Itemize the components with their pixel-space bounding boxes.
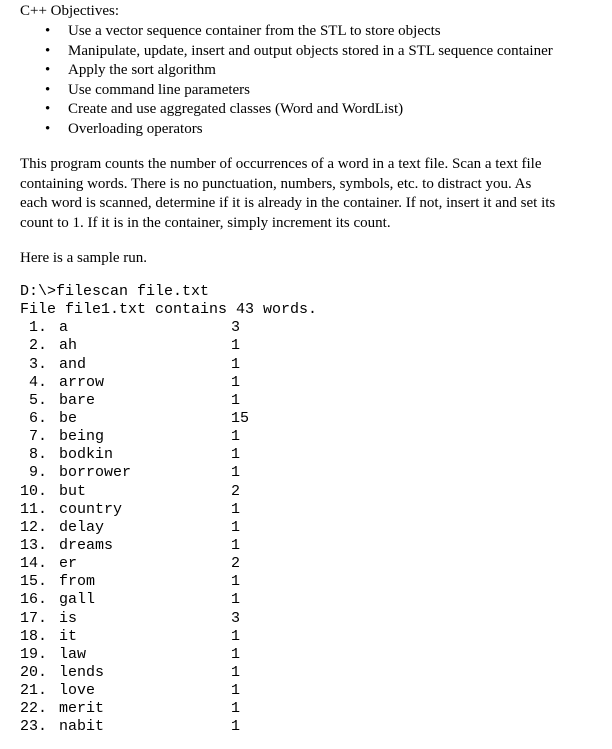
row-count: 1	[231, 700, 241, 718]
objective-text: Use a vector sequence container from the STL to store objects	[68, 23, 441, 39]
objective-item	[45, 120, 553, 140]
row-count: 1	[231, 627, 241, 645]
sample-run-intro: Here is a sample run.	[20, 250, 148, 266]
row-count: 1	[231, 337, 241, 355]
terminal-summary: File file1.txt contains 43 words.	[20, 301, 318, 319]
row-number: 21.	[20, 682, 48, 700]
row-number: 1.	[28, 319, 47, 337]
row-count: 1	[231, 591, 241, 609]
objective-item	[45, 22, 553, 42]
objective-text: Overloading operators	[68, 120, 203, 137]
word-count-row	[20, 356, 317, 374]
row-number: 4.	[28, 373, 47, 391]
row-count: 2	[231, 482, 241, 500]
row-number: 17.	[20, 609, 48, 627]
objective-item	[45, 61, 553, 81]
row-count: 1	[231, 536, 241, 554]
objective-item	[45, 81, 553, 101]
word-count-row	[20, 682, 317, 700]
objectives-heading: C++ Objectives:	[20, 3, 119, 19]
bullet-icon: •	[45, 42, 51, 59]
row-count: 1	[231, 355, 241, 373]
row-count: 15	[231, 409, 250, 427]
word-count-row	[20, 374, 317, 392]
word-count-row	[20, 446, 317, 464]
terminal-output	[20, 283, 317, 737]
objectives-list	[45, 22, 553, 140]
row-number: 16.	[20, 591, 48, 609]
row-word: gall	[59, 591, 96, 609]
row-word: arrow	[59, 373, 105, 391]
word-count-row	[20, 464, 317, 482]
word-count-row	[20, 392, 317, 410]
row-count: 1	[231, 446, 241, 464]
row-number: 10.	[20, 482, 48, 500]
row-word: merit	[59, 700, 105, 718]
bullet-icon: •	[45, 23, 51, 39]
row-word: country	[59, 500, 123, 518]
description-paragraph	[20, 155, 605, 233]
word-count-row	[20, 700, 317, 718]
objective-item	[45, 100, 553, 120]
word-count-row	[20, 319, 317, 337]
row-count: 1	[231, 428, 241, 446]
word-count-row	[20, 718, 317, 736]
row-word: from	[59, 573, 96, 591]
row-number: 14.	[20, 555, 48, 573]
row-word: nabit	[59, 718, 105, 736]
row-word: law	[59, 645, 87, 663]
row-count: 3	[231, 319, 241, 337]
row-number: 2.	[28, 337, 47, 355]
word-count-row	[20, 501, 317, 519]
row-count: 1	[231, 391, 241, 409]
word-count-row	[20, 537, 317, 555]
row-word: lends	[59, 663, 105, 681]
row-number: 5.	[28, 391, 47, 409]
row-count: 1	[231, 373, 241, 391]
row-number: 19.	[20, 645, 48, 663]
row-word: being	[59, 428, 105, 446]
word-count-row	[20, 664, 317, 682]
row-number: 20.	[20, 663, 48, 681]
objective-item	[45, 42, 553, 62]
word-count-row	[20, 410, 317, 428]
row-number: 15.	[20, 573, 48, 591]
bullet-icon: •	[45, 101, 51, 118]
bullet-icon: •	[45, 81, 51, 98]
row-number: 6.	[28, 409, 47, 427]
objective-text: Use command line parameters	[68, 81, 251, 98]
row-count: 1	[231, 500, 241, 518]
row-number: 7.	[28, 428, 47, 446]
row-word: it	[59, 627, 78, 645]
row-number: 11.	[20, 500, 48, 518]
word-count-row	[20, 610, 317, 628]
word-count-row	[20, 337, 317, 355]
row-word: delay	[59, 518, 105, 536]
row-word: and	[59, 355, 87, 373]
row-count: 3	[231, 609, 241, 627]
row-word: is	[59, 609, 78, 627]
word-count-row	[20, 628, 317, 646]
word-count-row	[20, 428, 317, 446]
objective-text: Manipulate, update, insert and output objects stored in a STL sequence container	[68, 42, 553, 59]
row-count: 1	[231, 663, 241, 681]
row-number: 23.	[20, 718, 48, 736]
row-count: 1	[231, 718, 241, 736]
row-word: ah	[59, 337, 78, 355]
description-line: containing words. There is no punctuation, numbers, symbols, etc. to distract you. As	[20, 175, 532, 192]
row-number: 12.	[20, 518, 48, 536]
word-count-row	[20, 646, 317, 664]
description-line: This program counts the number of occurrences of a word in a text file. Scan a text file	[20, 156, 542, 172]
objective-text: Apply the sort algorithm	[68, 62, 216, 79]
word-count-row	[20, 483, 317, 501]
row-count: 1	[231, 518, 241, 536]
row-count: 1	[231, 464, 241, 482]
row-count: 2	[231, 555, 241, 573]
row-count: 1	[231, 573, 241, 591]
description-line: count to 1. If it is in the container, simply increment its count.	[20, 214, 391, 231]
terminal-command: D:\>filescan file.txt	[20, 283, 210, 300]
description-line: each word is scanned, determine if it is already in the container. If not, insert it and set its	[20, 195, 556, 212]
row-number: 3.	[28, 355, 47, 373]
row-word: a	[59, 319, 69, 337]
row-number: 9.	[28, 464, 47, 482]
row-count: 1	[231, 682, 241, 700]
row-number: 22.	[20, 700, 48, 718]
row-number: 13.	[20, 536, 48, 554]
row-word: dreams	[59, 536, 114, 554]
row-word: bodkin	[59, 446, 114, 464]
word-count-row	[20, 573, 317, 591]
row-count: 1	[231, 645, 241, 663]
word-count-row	[20, 591, 317, 609]
row-number: 18.	[20, 627, 48, 645]
row-word: borrower	[59, 464, 132, 482]
row-word: bare	[59, 391, 96, 409]
row-word: er	[59, 555, 78, 573]
word-count-row	[20, 555, 317, 573]
bullet-icon: •	[45, 120, 51, 137]
row-number: 8.	[28, 446, 47, 464]
row-word: love	[59, 682, 96, 700]
objective-text: Create and use aggregated classes (Word and WordList)	[68, 101, 404, 118]
word-count-list	[20, 319, 317, 736]
word-count-row	[20, 519, 317, 537]
bullet-icon: •	[45, 62, 51, 79]
row-word: be	[59, 409, 78, 427]
row-word: but	[59, 482, 87, 500]
